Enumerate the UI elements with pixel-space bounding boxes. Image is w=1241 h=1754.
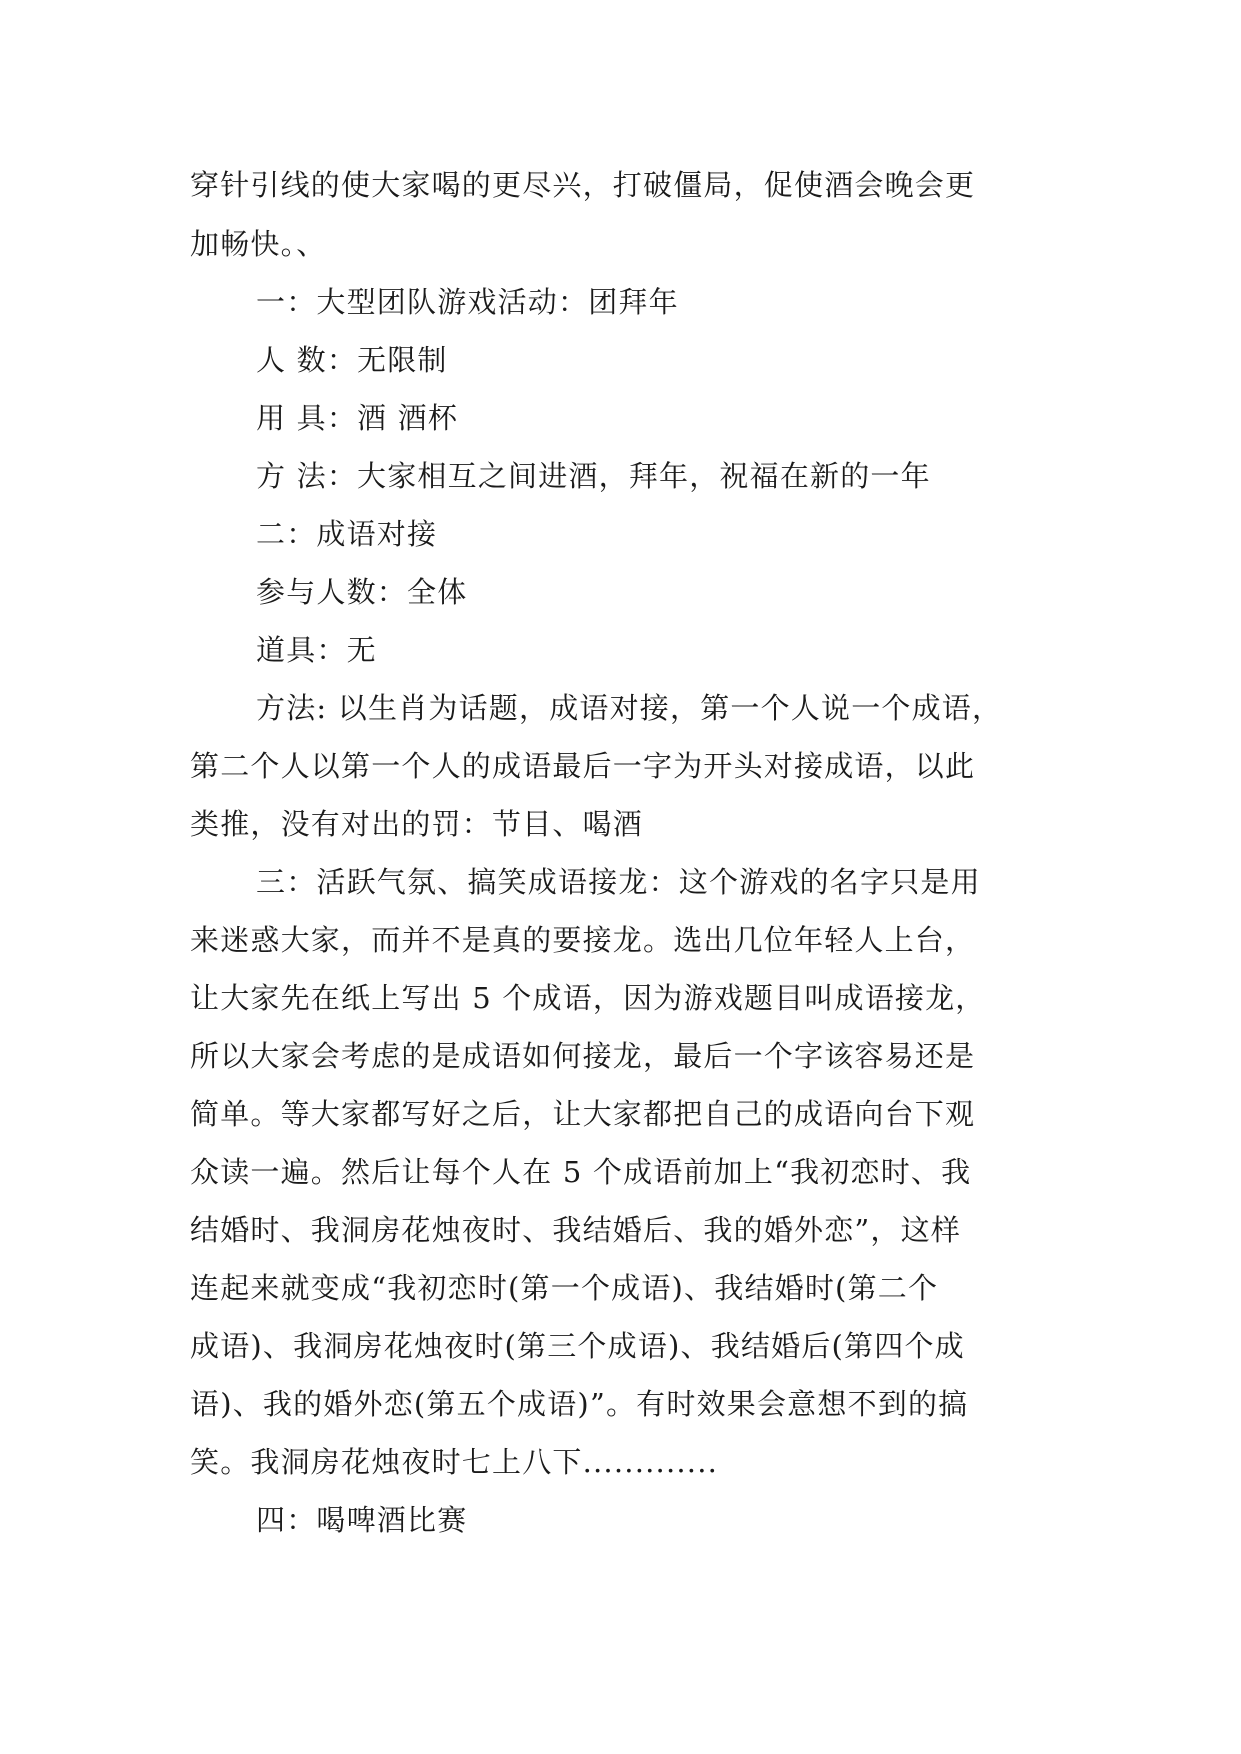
text-line: 人 数：无限制 <box>256 343 448 377</box>
text-line: 参与人数：全体 <box>256 575 468 609</box>
text-line: 连起来就变成“我初恋时(第一个成语)、我结婚时(第二个 <box>190 1271 939 1305</box>
text-line: 方 法：大家相互之间进酒，拜年，祝福在新的一年 <box>256 459 931 493</box>
text-line: 类推，没有对出的罚：节目、喝酒 <box>190 807 644 841</box>
text-line: 用 具：酒 酒杯 <box>256 401 459 435</box>
text-line: 所以大家会考虑的是成语如何接龙，最后一个字该容易还是 <box>190 1039 976 1073</box>
text-line: 加畅快。、 <box>190 227 327 261</box>
section-heading-1: 一：大型团队游戏活动：团拜年 <box>256 285 679 319</box>
text-line: 来迷惑大家，而并不是真的要接龙。选出几位年轻人上台， <box>190 923 976 957</box>
text-line: 方法: 以生肖为话题，成语对接，第一个人说一个成语， <box>256 691 1003 725</box>
text-line: 结婚时、我洞房花烛夜时、我结婚后、我的婚外恋”，这样 <box>190 1213 962 1247</box>
text-line: 道具：无 <box>256 633 377 667</box>
text-line: 第二个人以第一个人的成语最后一字为开头对接成语，以此 <box>190 749 976 783</box>
text-line: 成语)、我洞房花烛夜时(第三个成语)、我结婚后(第四个成 <box>190 1329 965 1363</box>
section-heading-3: 三：活跃气氛、搞笑成语接龙：这个游戏的名字只是用 <box>256 865 981 899</box>
text-line: 穿针引线的使大家喝的更尽兴，打破僵局，促使酒会晚会更 <box>190 168 976 202</box>
section-heading-4: 四：喝啤酒比赛 <box>256 1503 468 1537</box>
section-heading-2: 二：成语对接 <box>256 517 438 551</box>
text-line: 众读一遍。然后让每个人在 5 个成语前加上“我初恋时、我 <box>190 1155 972 1189</box>
text-line: 笑。我洞房花烛夜时七上八下............. <box>190 1445 719 1479</box>
text-line: 语)、我的婚外恋(第五个成语)”。有时效果会意想不到的搞 <box>190 1387 969 1421</box>
text-line: 让大家先在纸上写出 5 个成语，因为游戏题目叫成语接龙， <box>190 981 986 1015</box>
text-line: 简单。等大家都写好之后，让大家都把自己的成语向台下观 <box>190 1097 976 1131</box>
